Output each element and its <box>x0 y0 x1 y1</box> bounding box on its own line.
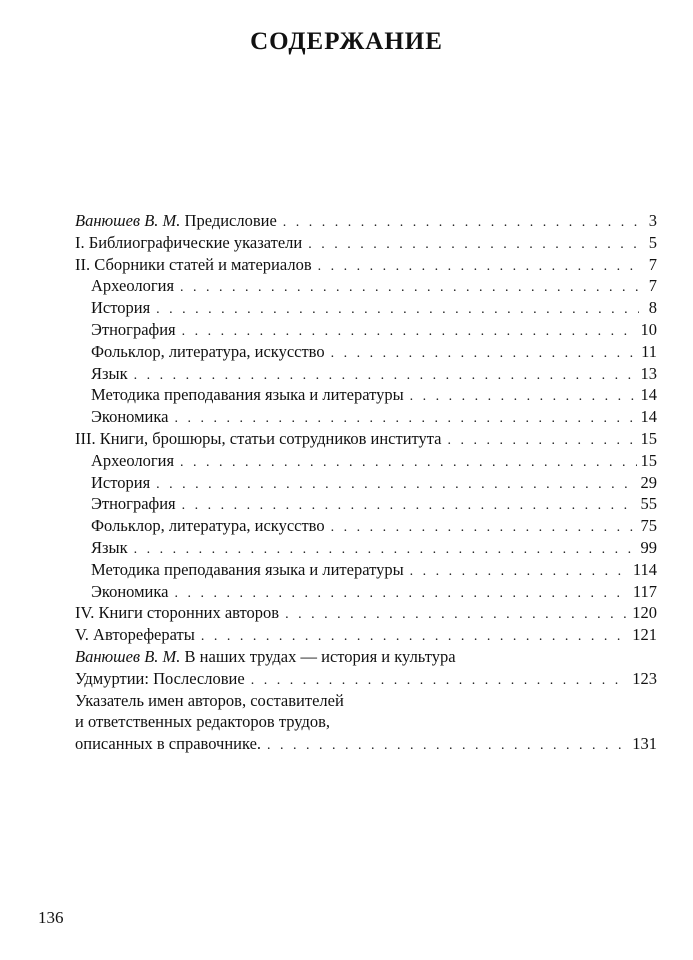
toc-page-number: 15 <box>640 428 657 448</box>
toc-subentry[interactable] <box>75 363 657 385</box>
toc-page-number: 99 <box>640 537 657 557</box>
toc-label: Археология <box>91 450 175 470</box>
toc-author: Ванюшев В. М. <box>75 646 181 666</box>
toc-page-number: 75 <box>640 516 657 536</box>
toc-label: Фольклор, литература, искусство <box>91 516 325 536</box>
toc-entry-section-2[interactable] <box>75 254 657 276</box>
page-title: СОДЕРЖАНИЕ <box>250 28 443 55</box>
toc-entry-section-4[interactable] <box>75 602 657 624</box>
toc-label: Методика преподавания языка и литературы <box>91 385 404 405</box>
toc-leader <box>156 299 639 321</box>
toc-leader <box>156 474 636 496</box>
toc-leader <box>134 365 637 387</box>
toc-subentry[interactable] <box>75 581 657 603</box>
toc-entry-index-cont[interactable] <box>75 733 657 755</box>
toc-page-number: 7 <box>648 276 657 296</box>
toc-label: III. Книги, брошюры, статьи сотрудников института <box>75 428 442 448</box>
toc-subentry[interactable] <box>75 559 657 581</box>
toc-label: Язык <box>91 363 128 383</box>
toc-entry-afterword[interactable] <box>75 646 657 668</box>
toc-page-number: 29 <box>640 472 657 492</box>
page-folio-number: 136 <box>38 908 64 927</box>
toc-leader <box>318 256 639 278</box>
toc-page-number: 3 <box>648 211 657 230</box>
toc-label: II. Сборники статей и материалов <box>75 254 312 274</box>
toc-leader <box>174 583 628 605</box>
toc-label: Методика преподавания языка и литературы <box>91 559 404 579</box>
toc-subentry[interactable] <box>75 319 657 341</box>
toc-leader <box>174 408 636 430</box>
toc-leader <box>331 517 637 539</box>
toc-label: Этнография <box>91 494 176 514</box>
toc-label: Экономика <box>91 581 169 601</box>
toc-author: Ванюшев В. М. <box>75 211 181 230</box>
toc-entry-section-1[interactable] <box>75 232 657 254</box>
toc-page-number: 14 <box>640 407 657 427</box>
toc-label: Экономика <box>91 407 169 427</box>
toc-subentry[interactable] <box>75 297 657 319</box>
toc-page-number: 131 <box>632 734 657 754</box>
toc-entry-section-5[interactable] <box>75 624 657 646</box>
toc-leader <box>410 561 629 583</box>
toc-leader <box>182 495 637 517</box>
toc-page-number: 7 <box>648 254 657 274</box>
toc-leader <box>285 604 628 626</box>
toc-subentry[interactable] <box>75 472 657 494</box>
toc-label: Этнография <box>91 319 176 339</box>
toc-subentry[interactable] <box>75 406 657 428</box>
toc-subentry[interactable] <box>75 493 657 515</box>
toc-label: Археология <box>91 276 175 296</box>
toc-entry-section-3[interactable] <box>75 428 657 450</box>
toc-label: История <box>91 472 151 492</box>
toc-page-number: 14 <box>640 385 657 405</box>
toc-leader <box>267 735 628 757</box>
toc-page-number: 123 <box>632 668 657 688</box>
toc-leader <box>331 343 637 365</box>
toc-subentry[interactable] <box>75 450 657 472</box>
toc-label: IV. Книги сторонних авторов <box>75 603 280 623</box>
toc-label: Предисловие <box>184 211 277 230</box>
toc-label: и ответственных редакторов трудов, <box>75 712 331 732</box>
toc-subentry[interactable] <box>75 537 657 559</box>
toc-page-number: 5 <box>648 232 657 252</box>
toc-leader <box>180 452 636 474</box>
toc-page-number: 15 <box>640 450 657 470</box>
toc-leader <box>410 386 637 408</box>
toc-entry-index-cont <box>75 711 657 733</box>
toc-label: Удмуртии: Послесловие <box>75 668 245 688</box>
toc-leader <box>201 626 628 648</box>
toc-leader <box>251 670 629 692</box>
toc-subentry[interactable] <box>75 515 657 537</box>
toc-label: I. Библиографические указатели <box>75 232 303 252</box>
toc-page-number: 55 <box>640 494 657 514</box>
toc-page-number: 114 <box>632 559 657 579</box>
toc-label: описанных в справочнике. <box>75 734 262 754</box>
toc-page-number: 13 <box>640 363 657 383</box>
toc-subentry[interactable] <box>75 341 657 363</box>
toc-page-number: 121 <box>632 625 657 645</box>
toc-subentry[interactable] <box>75 275 657 297</box>
toc-label: История <box>91 298 151 318</box>
toc-leader <box>308 234 639 256</box>
toc-leader <box>180 277 639 299</box>
toc-label: Язык <box>91 537 128 557</box>
toc-page-number: 10 <box>640 319 657 339</box>
toc-page-number: 120 <box>632 603 657 623</box>
toc-label: Указатель имен авторов, составителей <box>75 690 344 710</box>
toc-page-number: 11 <box>641 341 657 361</box>
toc-label: Фольклор, литература, искусство <box>91 341 325 361</box>
toc-leader <box>283 212 639 234</box>
toc-page-number: 8 <box>648 298 657 318</box>
toc-subentry[interactable] <box>75 384 657 406</box>
toc-page-number: 117 <box>632 581 657 601</box>
toc-entry-index[interactable] <box>75 690 657 712</box>
toc-leader <box>182 321 637 343</box>
toc-leader <box>448 430 637 452</box>
toc-label: V. Авторефераты <box>75 625 195 645</box>
toc-entry-afterword-cont[interactable] <box>75 668 657 690</box>
toc-entry-preface[interactable] <box>75 210 657 232</box>
toc-label: В наших трудах — история и культура <box>184 646 456 666</box>
toc-leader <box>134 539 637 561</box>
table-of-contents <box>75 210 657 755</box>
